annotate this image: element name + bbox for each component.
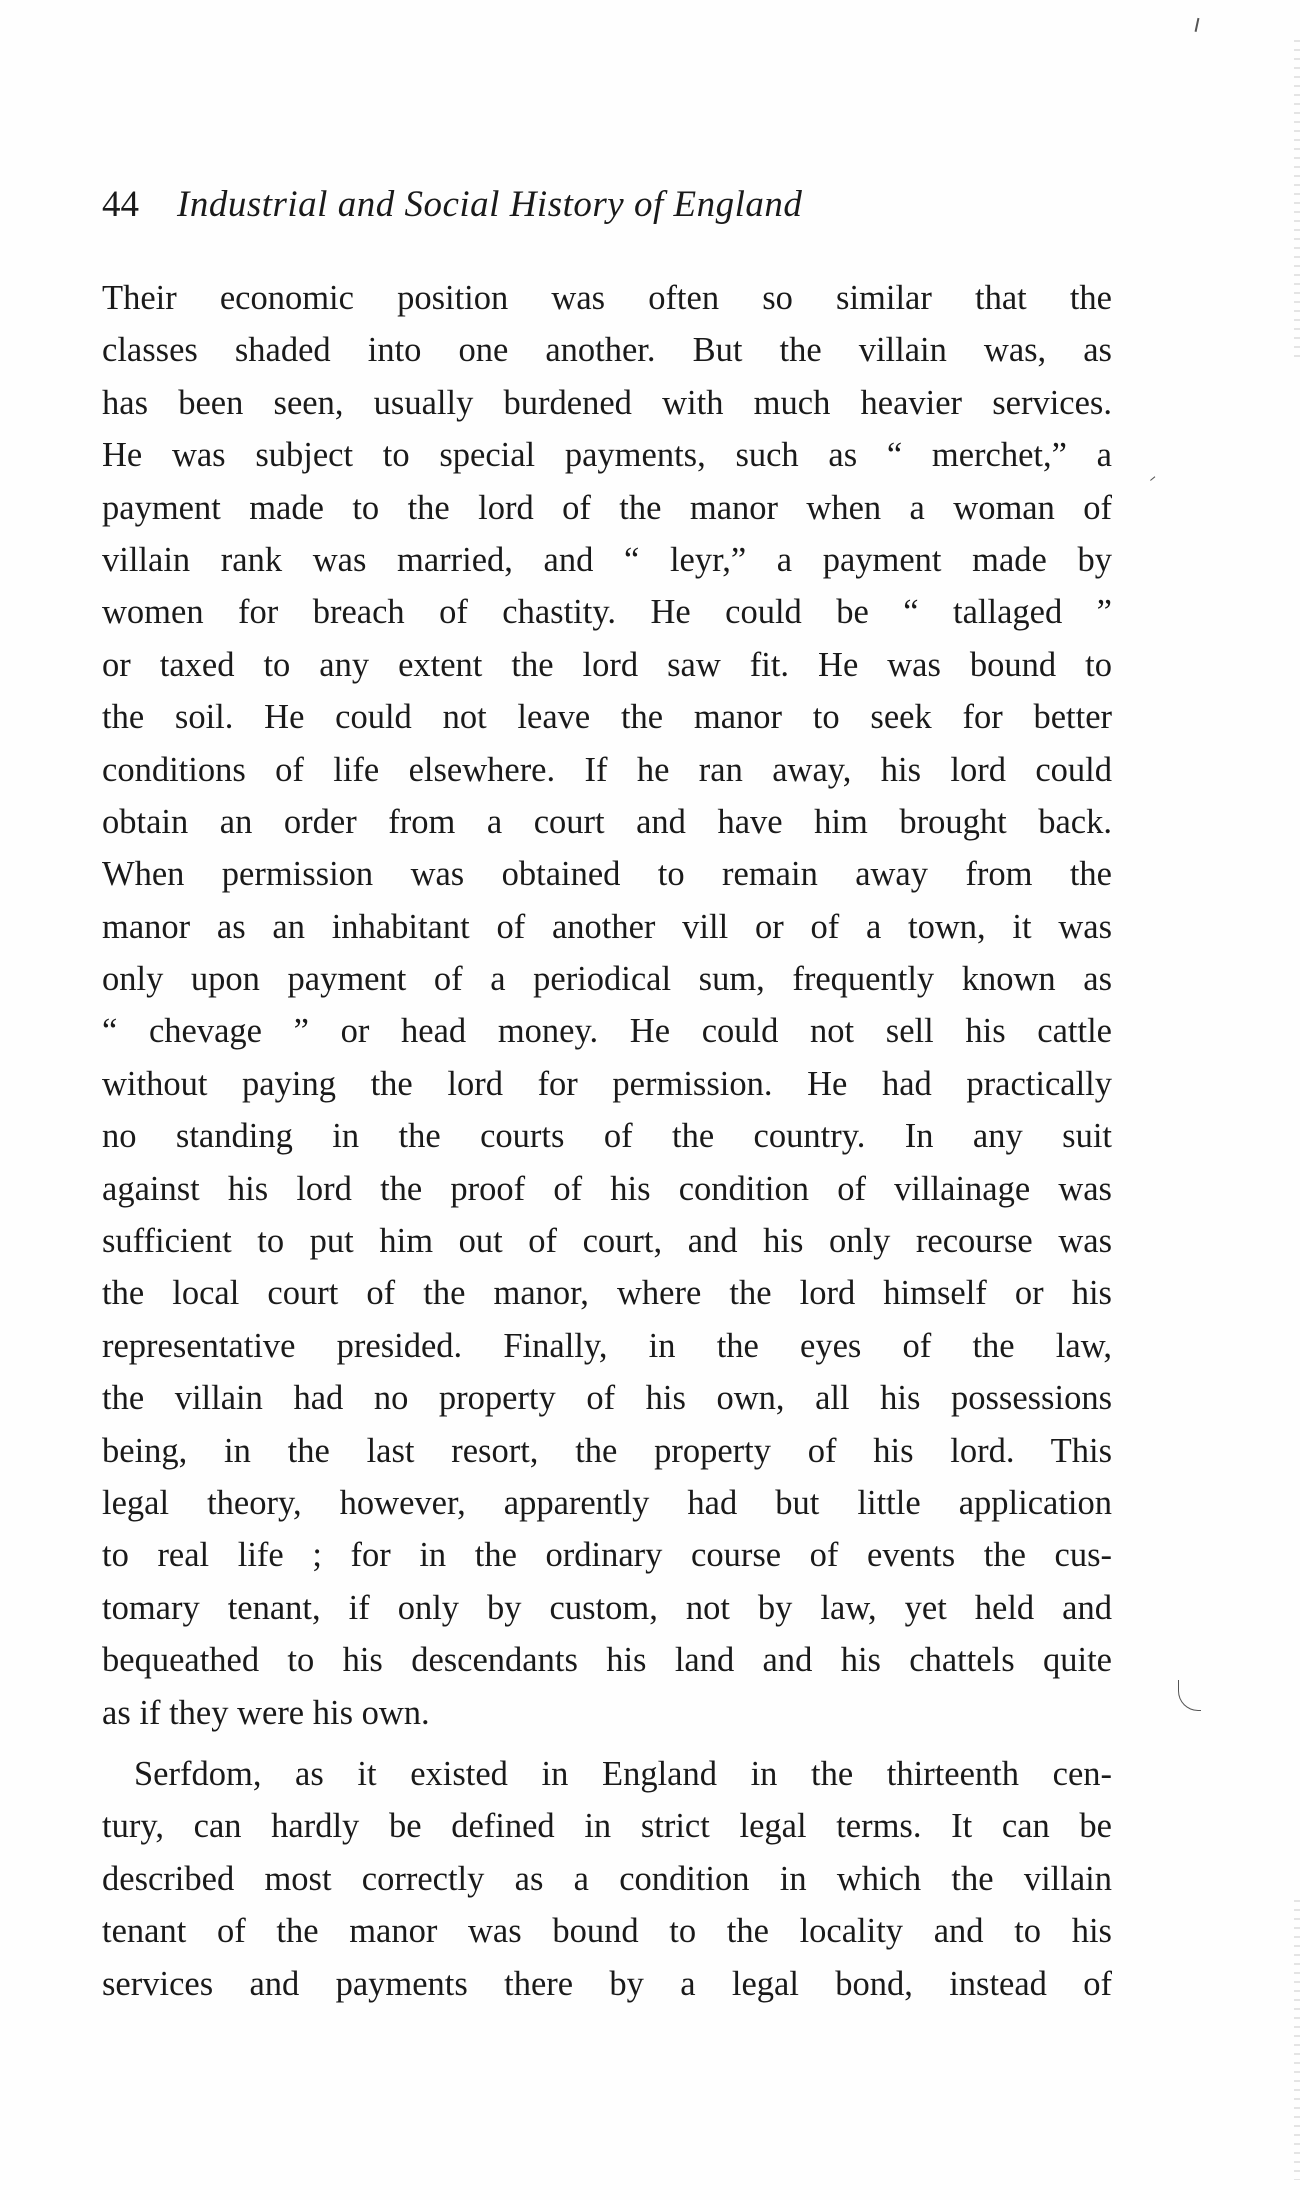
pencil-tick-mark xyxy=(1195,18,1201,32)
text-line: sufficient to put him out of court, and his only recourse was xyxy=(102,1222,1112,1261)
text-line: tenant of the manor was bound to the locality and to his xyxy=(102,1912,1112,1951)
text-line: classes shaded into one another. But the villain was, as xyxy=(102,331,1112,370)
text-line: women for breach of chastity. He could be “ tallaged ” xyxy=(102,593,1112,632)
text-line: as if they were his own. xyxy=(102,1693,430,1732)
text-line: When permission was obtained to remain away from the xyxy=(102,855,1112,894)
text-line: obtain an order from a court and have him brought back. xyxy=(102,802,1112,841)
pencil-dash-mark xyxy=(1150,476,1156,481)
text-line: the soil. He could not leave the manor to seek for better xyxy=(102,698,1112,737)
text-line: bequeathed to his descendants his land and his chattels quite xyxy=(102,1641,1112,1680)
paragraph-gap xyxy=(102,1739,1112,1748)
text-line: or taxed to any extent the lord saw fit. He was bound to xyxy=(102,645,1112,684)
text-line: payment made to the lord of the manor when a woman of xyxy=(102,488,1112,527)
paragraph-2 xyxy=(102,1748,1112,2010)
text-line: the villain had no property of his own, all his possessions xyxy=(102,1379,1112,1418)
running-header xyxy=(102,180,802,230)
text-line: no standing in the courts of the country. In any suit xyxy=(102,1117,1112,1156)
text-line: against his lord the proof of his condition of villainage was xyxy=(102,1169,1112,1208)
page-edge-speckle-top xyxy=(1294,40,1300,360)
text-line: to real life ; for in the ordinary course of events the cus- xyxy=(102,1536,1112,1575)
text-line: “ chevage ” or head money. He could not sell his cattle xyxy=(102,1012,1112,1051)
text-line: representative presided. Finally, in the eyes of the law, xyxy=(102,1326,1112,1365)
text-line: villain rank was married, and “ leyr,” a payment made by xyxy=(102,540,1112,579)
text-line: only upon payment of a periodical sum, frequently known as xyxy=(102,960,1112,999)
text-line: without paying the lord for permission. He had practically xyxy=(102,1064,1112,1103)
text-line: manor as an inhabitant of another vill or of a town, it was xyxy=(102,907,1112,946)
text-line: the local court of the manor, where the lord himself or his xyxy=(102,1274,1112,1313)
body-text xyxy=(102,272,1112,2010)
text-line: Their economic position was often so similar that the xyxy=(102,279,1112,317)
text-line: tury, can hardly be defined in strict legal terms. It can be xyxy=(102,1807,1112,1846)
text-line: conditions of life elsewhere. If he ran away, his lord could xyxy=(102,750,1112,789)
text-line: services and payments there by a legal bond, instead of xyxy=(102,1964,1112,2003)
text-line: being, in the last resort, the property of his lord. This xyxy=(102,1431,1112,1470)
paragraph-1 xyxy=(102,272,1112,1739)
page-number: 44 xyxy=(102,184,139,225)
text-line: He was subject to special payments, such as “ merchet,” a xyxy=(102,436,1112,475)
running-title: Industrial and Social History of England xyxy=(177,184,803,225)
text-line: tomary tenant, if only by custom, not by law, yet held and xyxy=(102,1588,1112,1627)
text-line: described most correctly as a condition in which the villain xyxy=(102,1859,1112,1898)
text-line: has been seen, usually burdened with much heavier services. xyxy=(102,383,1112,422)
page-edge-speckle-bottom xyxy=(1294,1900,1300,2180)
text-line: legal theory, however, apparently had but little application xyxy=(102,1483,1112,1522)
text-line: Serfdom, as it existed in England in the thirteenth cen- xyxy=(134,1754,1112,1793)
pencil-margin-curve xyxy=(1178,1680,1201,1711)
